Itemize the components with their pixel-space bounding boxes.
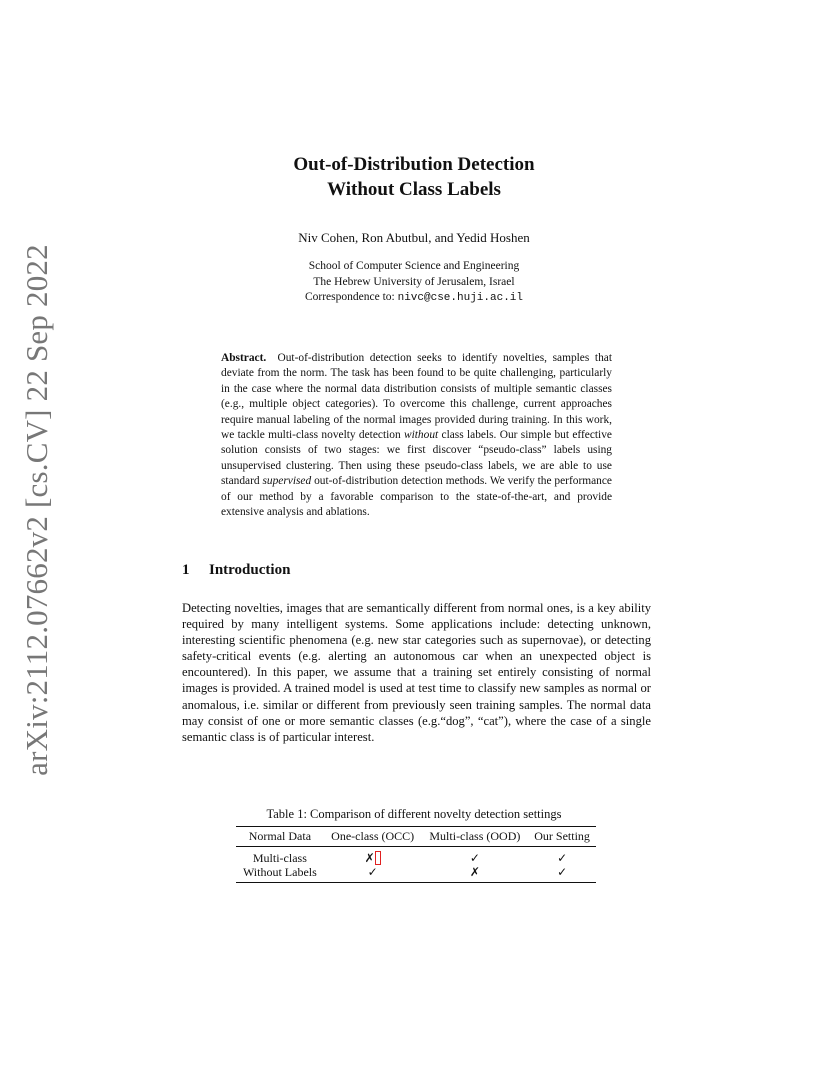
table-cell-with-citation [324,847,422,866]
table-header-cell: Multi-class (OOD) [422,827,529,847]
correspondence-label: Correspondence to: [304,291,395,303]
table-header-cell: Our Setting [528,827,596,847]
title-line-1: Out-of-Distribution Detection [293,154,535,175]
table-cell: ✓ [528,865,596,883]
intro-paragraph: Detecting novelties, images that are semantically different from normal ones, is a key ability required by many intelligent systems. Some applications include: detecting unknown, interesting scientific phenomena (e.g. new star categories such as supernovae), or detecting safety-critical events (e.g. alerting an autonomous car when an unexpected object is encountered). In this paper, we assume that a training set entirely consisting of normal images is provided. A trained model is used at test time to classify new samples as normal or anomalous, i.e. similar or different from previously seen training samples. The normal data may consist of one or more semantic classes (e.g.“dog”, “cat”), where the case of a single semantic class is of particular interest. [182,601,651,744]
table-caption: Table 1: Comparison of different novelty detection settings [266,807,562,821]
correspondence-line [0,290,828,307]
abstract-text-3: out-of-distribution detection methods. We verify the performance of our method by a favorable comparison to the state-of-the-art, and provide extensive analysis and ablations. [221,475,612,519]
table-row [236,847,596,866]
table-header-cell: One-class (OCC) [324,827,422,847]
section-title: Introduction [209,562,291,578]
affiliation-line-2: The Hebrew University of Jerusalem, Israel [313,275,515,288]
title-line-2: Without Class Labels [327,179,501,200]
abstract-label: Abstract. [221,352,267,364]
table-cell: ✗ [422,865,529,883]
cross-mark: ✗ [364,851,375,865]
paper-title [0,152,828,202]
table-cell: ✓ [557,851,568,865]
abstract-emphasis-supervised: supervised [262,475,312,488]
abstract-emphasis-without: without [404,429,439,442]
table-header-row [236,827,596,847]
author-list: Niv Cohen, Ron Abutbul, and Yedid Hoshen [298,230,530,245]
abstract [221,351,612,520]
table-row [236,865,596,883]
arxiv-identifier-text: arXiv:2112.07662v2 [cs.CV] 22 Sep 2022 [19,244,54,776]
table-header-cell: Normal Data [236,827,324,847]
table-cell: ✓ [469,851,480,865]
table-cell: Multi-class [252,851,307,865]
correspondence-email[interactable]: nivc@cse.huji.ac.il [397,292,524,304]
section-number: 1 [182,562,190,578]
table-cell: ✓ [324,865,422,883]
abstract-text-2: class labels. Our simple but effective solution consists of two stages: we first discover “pseudo-class” labels using unsupervised clustering. Then using these pseudo-class labels, we are able to use standard [221,429,612,488]
comparison-table [236,826,596,883]
affiliation-line-1: School of Computer Science and Engineering [308,260,520,272]
citation-link-box[interactable] [375,851,381,865]
abstract-text-1: Out-of-distribution detection seeks to identify novelties, samples that deviate from the norm. The task has been found to be quite challenging, particularly in the case where the normal data distribution consists of multiple semantic classes (e.g., multiple object categories). To overcome this challenge, current approaches require manual labeling of the normal images provided during training. In this work, we tackle multi-class novelty detection [221,352,612,442]
table-cell: Without Labels [236,865,324,883]
section-heading-introduction [182,562,290,579]
affiliation-block [0,259,828,307]
